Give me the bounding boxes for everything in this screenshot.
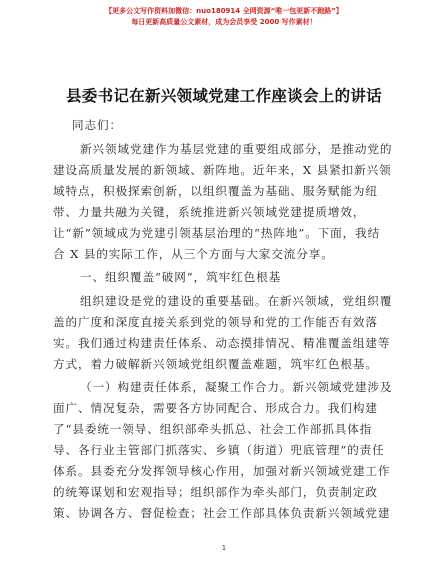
section-heading: 一、组织覆盖“破网”，筑牢红色根基 xyxy=(80,270,282,284)
body-line: 导、各行业主管部门抓落实、乡镇（街道）兜底管理”的责任 xyxy=(53,443,385,457)
body-line: 让“新”领域成为党建引领基层治理的“热阵地”。下面，我结 xyxy=(53,226,381,240)
body-line: 合 X 县的实际工作，从三个方面与大家交流分享。 xyxy=(53,247,334,261)
document-title: 县委书记在新兴领域党建工作座谈会上的讲话 xyxy=(65,87,382,105)
body-line: 面广、情况复杂，需要各方协同配合、形成合力。我们构建 xyxy=(53,401,378,415)
body-line: 组织建设是党的建设的重要基础。在新兴领域，党组织覆 xyxy=(80,294,393,308)
body-line: （一）构建责任体系，凝聚工作合力。新兴领域党建涉及 xyxy=(80,380,393,394)
page-number: 1 xyxy=(221,544,227,552)
body-line: 带、力量共融为关键，系统推进新兴领域党建提质增效， xyxy=(53,205,366,219)
body-line: 新兴领域党建作为基层党建的重要组成部分，是推动党的 xyxy=(80,142,393,156)
body-line: 建设高质量发展的新领域、新阵地。近年来，X 县紧扣新兴领 xyxy=(53,163,392,177)
promo-banner-line-2: 每日更新高质量公文素材，成为会员享受 2000 写作素材！ xyxy=(131,18,317,26)
body-line: 实。我们通过构建责任体系、动态摸排情况、精准覆盖组建等 xyxy=(53,336,391,350)
body-line: 域特点，积极探索创新，以组织覆盖为基础、服务赋能为纽 xyxy=(53,184,378,198)
body-line: 策、协调各方、督促检查；社会工作部具体负责新兴领域党建 xyxy=(53,506,391,520)
body-line: 的统筹谋划和宏观指导；组织部作为牵头部门，负责制定政 xyxy=(53,485,378,499)
promo-banner-line-1: 【更多公文写作资料加微信：nuo180914 全网资源“唯一包更新不跑路”】 xyxy=(105,7,343,15)
body-line: 体系。县委充分发挥领导核心作用，加强对新兴领域党建工作 xyxy=(53,464,391,478)
body-line: 了“县委统一领导、组织部牵头抓总、社会工作部抓具体指 xyxy=(53,422,373,436)
body-line: 方式，着力破解新兴领域党组织覆盖难题，筑牢红色根基。 xyxy=(53,357,378,371)
salutation: 同志们： xyxy=(72,118,122,132)
body-line: 盖的广度和深度直接关系到党的领导和党的工作能否有效落 xyxy=(53,315,378,329)
